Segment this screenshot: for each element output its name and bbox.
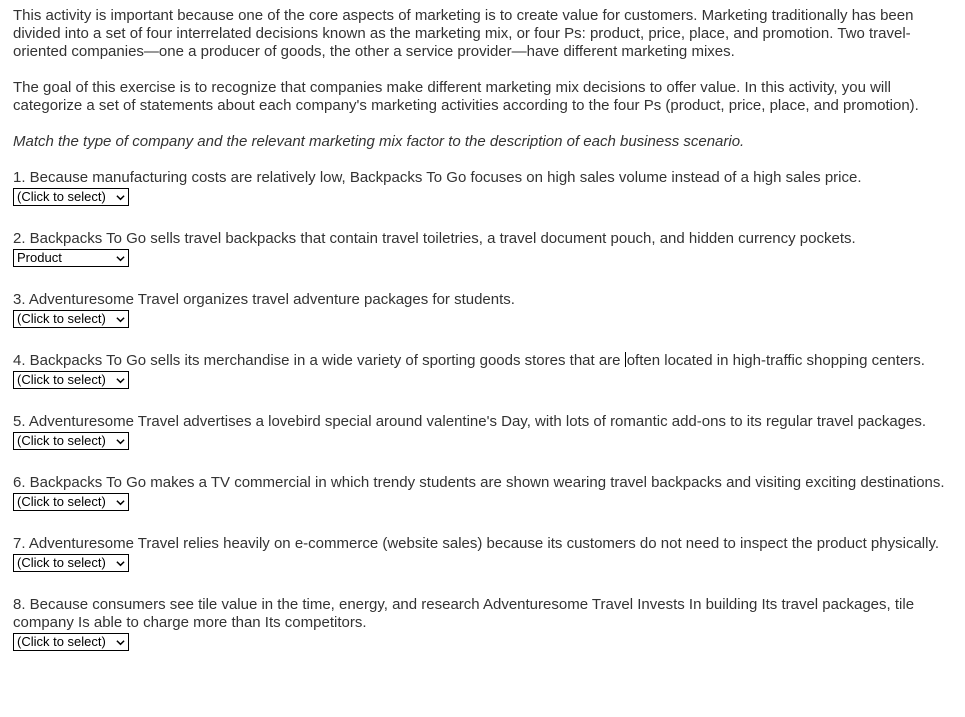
question-6	[13, 474, 953, 516]
question-text-part-1: 4. Backpacks To Go sells its merchandise in a wide variety of sporting goods stores that are	[13, 352, 625, 369]
chevron-down-icon	[116, 437, 125, 446]
answer-dropdown-1[interactable]	[13, 188, 129, 206]
text-cursor	[625, 352, 626, 367]
answer-dropdown-4[interactable]	[13, 371, 129, 389]
chevron-down-icon	[116, 376, 125, 385]
answer-dropdown-6[interactable]	[13, 493, 129, 511]
dropdown-value: (Click to select)	[17, 634, 106, 649]
dropdown-value: (Click to select)	[17, 311, 106, 326]
answer-dropdown-7[interactable]	[13, 554, 129, 572]
question-text	[13, 352, 953, 370]
intro-paragraph-2: The goal of this exercise is to recognize that companies make different marketing mix decisions to offer value. In this activity, you will categorize a set of statements about each company's marketing activities according to the four Ps (product, price, place, and promotion).	[13, 79, 919, 114]
question-7	[13, 535, 953, 577]
dropdown-value: (Click to select)	[17, 555, 106, 570]
chevron-down-icon	[116, 193, 125, 202]
question-text: 6. Backpacks To Go makes a TV commercial in which trendy students are shown wearing travel backpacks and visiting exciting destinations.	[13, 474, 945, 491]
question-4	[13, 352, 953, 394]
chevron-down-icon	[116, 254, 125, 263]
question-text: 5. Adventuresome Travel advertises a lovebird special around valentine's Day, with lots of romantic add-ons to its regular travel packages.	[13, 413, 927, 430]
instruction-text: Match the type of company and the relevant marketing mix factor to the description of each business scenario.	[13, 133, 745, 150]
answer-dropdown-2[interactable]	[13, 249, 129, 267]
intro-paragraph-1: This activity is important because one of the core aspects of marketing is to create value for customers. Marketing traditionally has been divided into a set of four interrelated decisions known as the marketing mix, or four Ps: product, price, place, and promotion. Two travel-oriented companies—one a producer of goods, the other a service provider—have different marketing mixes.	[13, 7, 914, 60]
chevron-down-icon	[116, 315, 125, 324]
dropdown-value: Product	[17, 250, 62, 265]
dropdown-value: (Click to select)	[17, 494, 106, 509]
question-text: 1. Because manufacturing costs are relatively low, Backpacks To Go focuses on high sales volume instead of a high sales price.	[13, 169, 862, 186]
dropdown-value: (Click to select)	[17, 372, 106, 387]
question-text: 7. Adventuresome Travel relies heavily on e-commerce (website sales) because its customers do not need to inspect the product physically.	[13, 535, 940, 552]
question-1	[13, 169, 953, 211]
question-text: 3. Adventuresome Travel organizes travel adventure packages for students.	[13, 291, 515, 308]
chevron-down-icon	[116, 559, 125, 568]
chevron-down-icon	[116, 638, 125, 647]
answer-dropdown-8[interactable]	[13, 633, 129, 651]
question-text: 8. Because consumers see tile value in the time, energy, and research Adventuresome Travel Invests In building Its travel packages, tile company Is able to charge more than Its competitors.	[13, 596, 915, 631]
dropdown-value: (Click to select)	[17, 189, 106, 204]
question-3	[13, 291, 953, 333]
question-8	[13, 596, 953, 656]
question-text: 2. Backpacks To Go sells travel backpacks that contain travel toiletries, a travel document pouch, and hidden currency pockets.	[13, 230, 856, 247]
question-text-part-2: often located in high-traffic shopping centers.	[626, 352, 925, 369]
answer-dropdown-3[interactable]	[13, 310, 129, 328]
dropdown-value: (Click to select)	[17, 433, 106, 448]
chevron-down-icon	[116, 498, 125, 507]
question-2	[13, 230, 953, 272]
answer-dropdown-5[interactable]	[13, 432, 129, 450]
question-5	[13, 413, 953, 455]
